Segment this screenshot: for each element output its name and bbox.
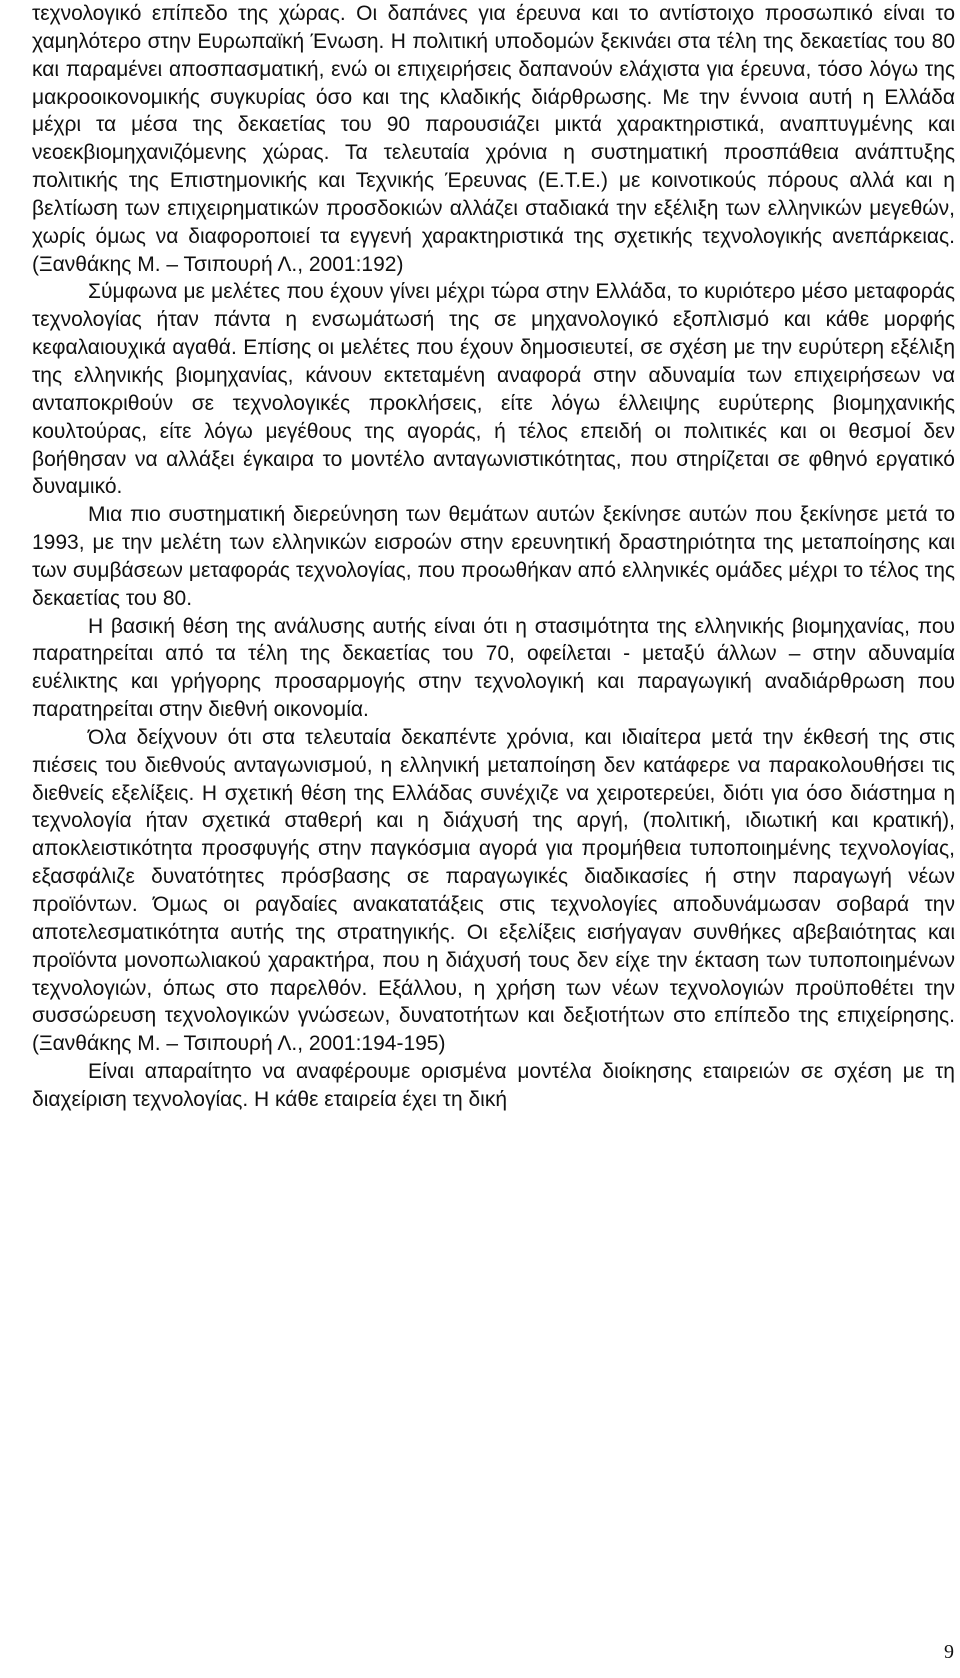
paragraph-4: Η βασική θέση της ανάλυσης αυτής είναι ότι η στασιμότητα της ελληνικής βιομηχανίας, που παρατηρείται από τα τέλη της δεκαετίας του 70, οφείλεται - μεταξύ άλλων – στην αδυναμία ευέλικτης και γρήγορης προσαρμογής στην τεχνολογική και παραγωγική αναδιάρθρωση που παρατηρείται στην διεθνή οικονομία. [32, 614, 955, 722]
paragraph-2: Σύμφωνα με μελέτες που έχουν γίνει μέχρι τώρα στην Ελλάδα, το κυριότερο μέσο μεταφοράς τεχνολογίας ήταν πάντα η ενσωμάτωσή της σε μηχανολογικό εξοπλισμό και κάθε μορφής κεφαλαιουχικά αγαθά. Επίσης οι μελέτες που έχουν δημοσιευτεί, σε σχέση με την ευρύτερη εξέλιξη της ελληνικής βιομηχανίας, κάνουν εκτεταμένη αναφορά στην αδυναμία των επιχειρήσεων να ανταποκριθούν σε τεχνολογικές προκλήσεις, είτε λόγω έλλειψης ευρύτερης βιομηχανικής κουλτούρας, είτε λόγω μεγέθους της αγοράς, ή τέλος επειδή οι πολιτικές και οι θεσμοί δεν βοήθησαν να αλλάξει έγκαιρα το μοντέλο ανταγωνιστικότητας, που στηρίζεται σε φθηνό εργατικό δυναμικό. [32, 280, 955, 499]
page-number: 9 [944, 1641, 954, 1663]
paragraph-1: τεχνολογικό επίπεδο της χώρας. Οι δαπάνες για έρευνα και το αντίστοιχο προσωπικό είναι το χαμηλότερο στην Ευρωπαϊκή Ένωση. Η πολιτική υποδομών ξεκινάει στα τέλη της δεκαετίας του 80 και παραμένει αποσπασματική, ενώ οι επιχειρήσεις δαπανούν ελάχιστα για έρευνα, τόσο λόγω της μακροοικονομικής συγκυρίας όσο και της κλαδικής διάρθρωσης. Με την έννοια αυτή η Ελλάδα μέχρι τα μέσα της δεκαετίας του 90 παρουσιάζει μικτά χαρακτηριστικά, αναπτυγμένης και νεοεκβιομηχανιζόμενης χώρας. Τα τελευταία χρόνια η συστηματική προσπάθεια ανάπτυξης πολιτικής της Επιστημονικής και Τεχνικής Έρευνας (Ε.Τ.Ε.) με κοινοτικούς πόρους αλλά και η βελτίωση των επιχειρηματικών προσδοκιών αλλάζει σταδιακά την εξέλιξη των ελληνικών μεγεθών, χωρίς όμως να διαφοροποιεί τα εγγενή χαρακτηριστικά της σχετικής τεχνολογικής ανεπάρκειας. (Ξανθάκης Μ. – Τσιπουρή Λ., 2001:192) [32, 2, 955, 276]
paragraph-5: Όλα δείχνουν ότι στα τελευταία δεκαπέντε χρόνια, και ιδιαίτερα μετά την έκθεσή της στις πιέσεις του διεθνούς ανταγωνισμού, η ελληνική μεταποίηση δεν κατάφερε να παρακολουθήσει τις διεθνείς εξελίξεις. Η σχετική θέση της Ελλάδας συνέχιζε να χειροτερεύει, διότι για όσο διάστημα η τεχνολογία ήταν σχετικά σταθερή και η διάχυσή της αργή, (πολιτική, ιδιωτική και κρατική), αποκλειστικότητα προσφυγής στην παγκόσμια αγορά για προμήθεια τυποποιημένης τεχνολογίας, εξασφάλιζε δυνατότητες πρόσβασης σε παραγωγικές διαδικασίες ή στην παραγωγή νέων προϊόντων. Όμως οι ραγδαίες ανακατατάξεις στις τεχνολογίες αποδυνάμωσαν σοβαρά την αποτελεσματικότητα αυτής της στρατηγικής. Οι εξελίξεις εισήγαγαν συνθήκες αβεβαιότητας και προϊόντα μονοπωλιακού χαρακτήρα, που η διάχυσή τους δεν είχε την έκταση των τυποποιημένων τεχνολογιών, όπως στο παρελθόν. Εξάλλου, η χρήση των νέων τεχνολογιών προϋποθέτει την συσσώρευση τεχνολογικών γνώσεων, δυνατοτήτων και δεξιοτήτων στο επίπεδο της επιχείρησης. (Ξανθάκης Μ. – Τσιπουρή Λ., 2001:194-195) [32, 725, 955, 1056]
document-page [32, 0, 955, 1114]
paragraph-6: Είναι απαραίτητο να αναφέρουμε ορισμένα μοντέλα διοίκησης εταιρειών σε σχέση με τη διαχείριση τεχνολογίας. Η κάθε εταιρεία έχει τη δική [32, 1060, 955, 1111]
paragraph-3: Μια πιο συστηματική διερεύνηση των θεμάτων αυτών ξεκίνησε αυτών που ξεκίνησε μετά το 1993, με την μελέτη των ελληνικών εισροών στην ερευνητική δραστηριότητα της μεταποίησης και των συμβάσεων μεταφοράς τεχνολογίας, που προωθήκαν από ελληνικές ομάδες μέχρι το τέλος της δεκαετίας του 80. [32, 503, 955, 610]
